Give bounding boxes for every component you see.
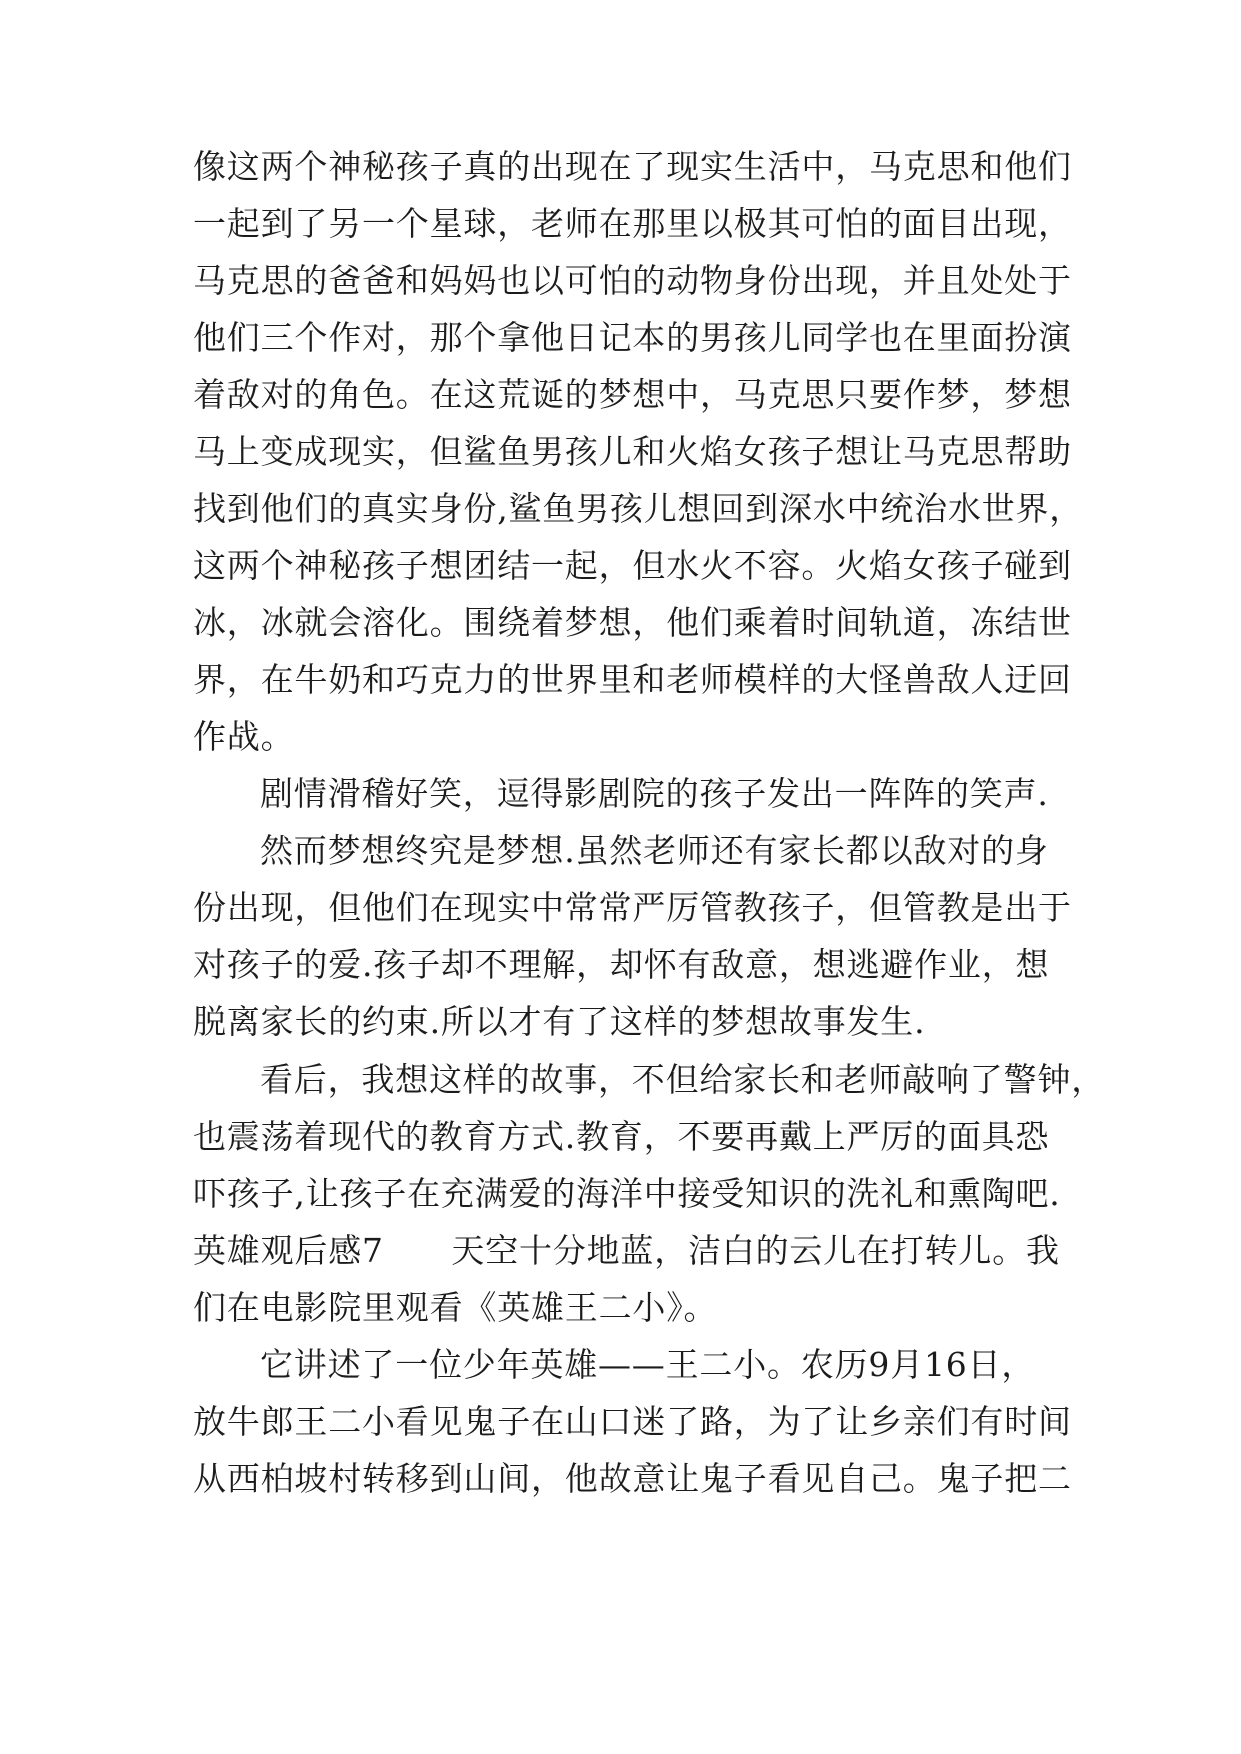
text-line: 找到他们的真实身份,鲨鱼男孩儿想回到深水中统治水世界， [193,489,1084,528]
text-line: 英雄观后感7 天空十分地蓝，洁白的云儿在打转儿。我 [193,1231,1060,1270]
text-line: 脱离家长的约束.所以才有了这样的梦想故事发生. [193,1002,926,1041]
text-line: 们在电影院里观看《英雄王二小》。 [193,1288,718,1327]
text-line: 吓孩子,让孩子在充满爱的海洋中接受知识的洗礼和熏陶吧. [193,1174,1061,1213]
text-line: 他们三个作对，那个拿他日记本的男孩儿同学也在里面扮演 [193,318,1072,357]
text-line: 马克思的爸爸和妈妈也以可怕的动物身份出现，并且处处于 [193,261,1072,300]
paragraph-first-line: 然而梦想终究是梦想.虽然老师还有家长都以敌对的身 [260,831,1049,870]
text-line: 份出现，但他们在现实中常常严厉管教孩子，但管教是出于 [193,888,1072,927]
paragraph-first-line: 看后，我想这样的故事，不但给家长和老师敲响了警钟， [260,1060,1105,1099]
text-line: 也震荡着现代的教育方式.教育，不要再戴上严厉的面具恐 [193,1117,1050,1156]
text-line: 一起到了另一个星球，老师在那里以极其可怕的面目出现， [193,204,1072,243]
text-line: 马上变成现实，但鲨鱼男孩儿和火焰女孩子想让马克思帮助 [193,432,1072,471]
text-line: 从西柏坡村转移到山间，他故意让鬼子看见自己。鬼子把二 [193,1459,1072,1498]
paragraph-first-line: 它讲述了一位少年英雄——王二小。农历9月16日， [260,1345,1036,1384]
text-line: 对孩子的爱.孩子却不理解，却怀有敌意，想逃避作业，想 [193,945,1050,984]
text-line: 像这两个神秘孩子真的出现在了现实生活中，马克思和他们 [193,147,1072,186]
text-line: 着敌对的角色。在这荒诞的梦想中，马克思只要作梦，梦想 [193,375,1072,414]
text-line: 界，在牛奶和巧克力的世界里和老师模样的大怪兽敌人迂回 [193,660,1072,699]
text-line: 这两个神秘孩子想团结一起，但水火不容。火焰女孩子碰到 [193,546,1072,585]
text-line: 放牛郎王二小看见鬼子在山口迷了路，为了让乡亲们有时间 [193,1402,1072,1441]
text-line: 作战。 [193,717,295,756]
text-line: 冰，冰就会溶化。围绕着梦想，他们乘着时间轨道，冻结世 [193,603,1072,642]
paragraph-first-line: 剧情滑稽好笑，逗得影剧院的孩子发出一阵阵的笑声. [260,774,1049,813]
